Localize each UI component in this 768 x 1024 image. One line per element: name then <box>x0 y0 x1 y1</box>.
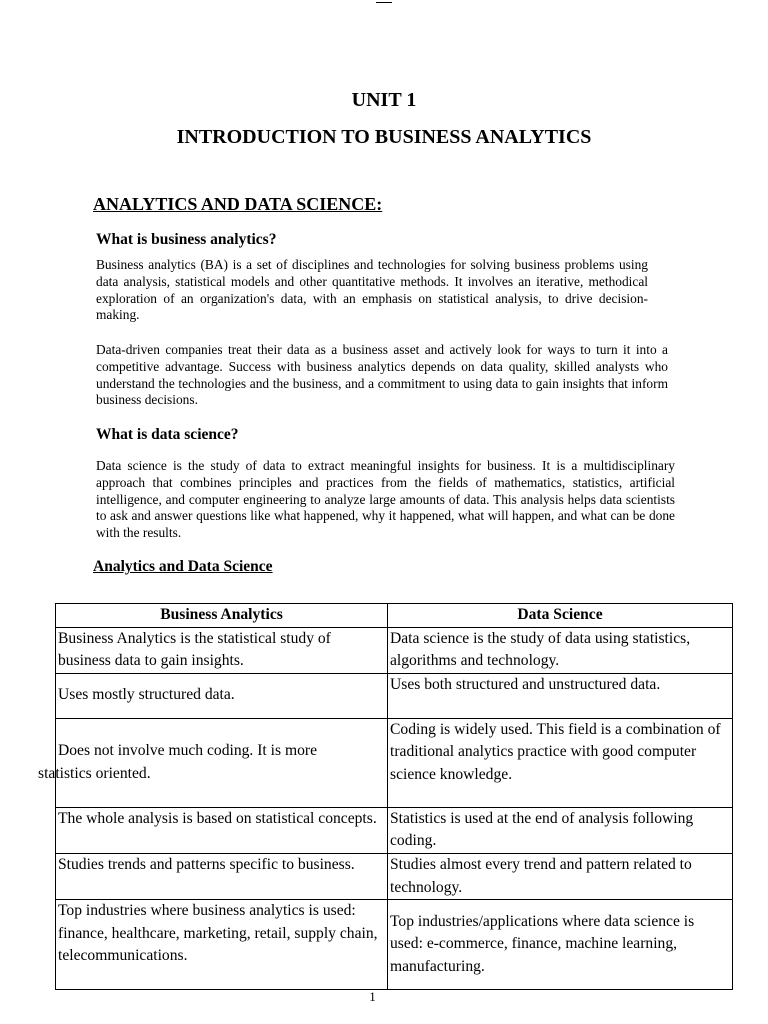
column-header-data-science: Data Science <box>388 604 733 628</box>
table-cell: Studies trends and patterns specific to business. <box>56 853 388 899</box>
table-cell-line: statistics oriented. <box>38 764 151 782</box>
table-cell: Statistics is used at the end of analysis following coding. <box>388 807 733 853</box>
table-row <box>56 853 733 899</box>
table-cell: Data science is the study of data using statistics, algorithms and technology. <box>388 627 733 673</box>
table-cell: Business Analytics is the statistical study of business data to gain insights. <box>56 627 388 673</box>
table-cell: Uses both structured and unstructured data. <box>388 673 733 718</box>
table-cell-line: Does not involve much coding. It is more <box>58 742 317 760</box>
page-number: 1 <box>369 989 376 1004</box>
question-business-analytics: What is business analytics? <box>96 231 277 248</box>
unit-label: UNIT 1 <box>351 89 417 111</box>
paragraph-data-driven: Data-driven companies treat their data as a business asset and actively look for ways to turn it into a competitive advantage. Success with business analytics depends on data quality, skilled analysts who understand the technologies and the business, and a commitment to using data to gain insights that inform business decisions. <box>96 342 668 408</box>
table-row <box>56 807 733 853</box>
table-cell <box>38 718 388 807</box>
table-row <box>56 673 733 718</box>
table-cell: The whole analysis is based on statistical concepts. <box>56 807 388 853</box>
table-cell: Coding is widely used. This field is a combination of traditional analytics practice with good computer science knowledge. <box>388 718 733 807</box>
table-cell: Top industries where business analytics is used: finance, healthcare, marketing, retail, supply chain, telecommunications. <box>56 900 388 990</box>
table-row <box>56 900 733 990</box>
comparison-table <box>38 603 733 990</box>
page-top-mark <box>376 0 392 3</box>
comparison-subheading: Analytics and Data Science <box>93 558 273 575</box>
table-header-row <box>56 604 733 628</box>
page-title: INTRODUCTION TO BUSINESS ANALYTICS <box>176 126 592 148</box>
question-data-science: What is data science? <box>96 426 239 443</box>
paragraph-data-science: Data science is the study of data to extract meaningful insights for business. It is a multidisciplinary approach that combines principles and practices from the fields of mathematics, statistics, artificial intelligence, and computer engineering to analyze large amounts of data. This analysis helps data scientists to ask and answer questions like what happened, why it happened, what will happen, and what can be done with the results. <box>96 458 675 541</box>
section-heading: ANALYTICS AND DATA SCIENCE: <box>93 194 383 214</box>
paragraph-business-analytics: Business analytics (BA) is a set of disciplines and technologies for solving business problems using data analysis, statistical models and other quantitative methods. It involves an iterative, methodical exploration of an organization's data, with an emphasis on statistical analysis, to drive decision-making. <box>96 257 648 323</box>
table-row <box>56 627 733 673</box>
column-header-business-analytics: Business Analytics <box>56 604 388 628</box>
table-row <box>56 718 733 807</box>
table-cell: Top industries/applications where data science is used: e-commerce, finance, machine learning, manufacturing. <box>388 900 733 990</box>
table-cell: Studies almost every trend and pattern related to technology. <box>388 853 733 899</box>
table-cell: Uses mostly structured data. <box>56 673 388 718</box>
